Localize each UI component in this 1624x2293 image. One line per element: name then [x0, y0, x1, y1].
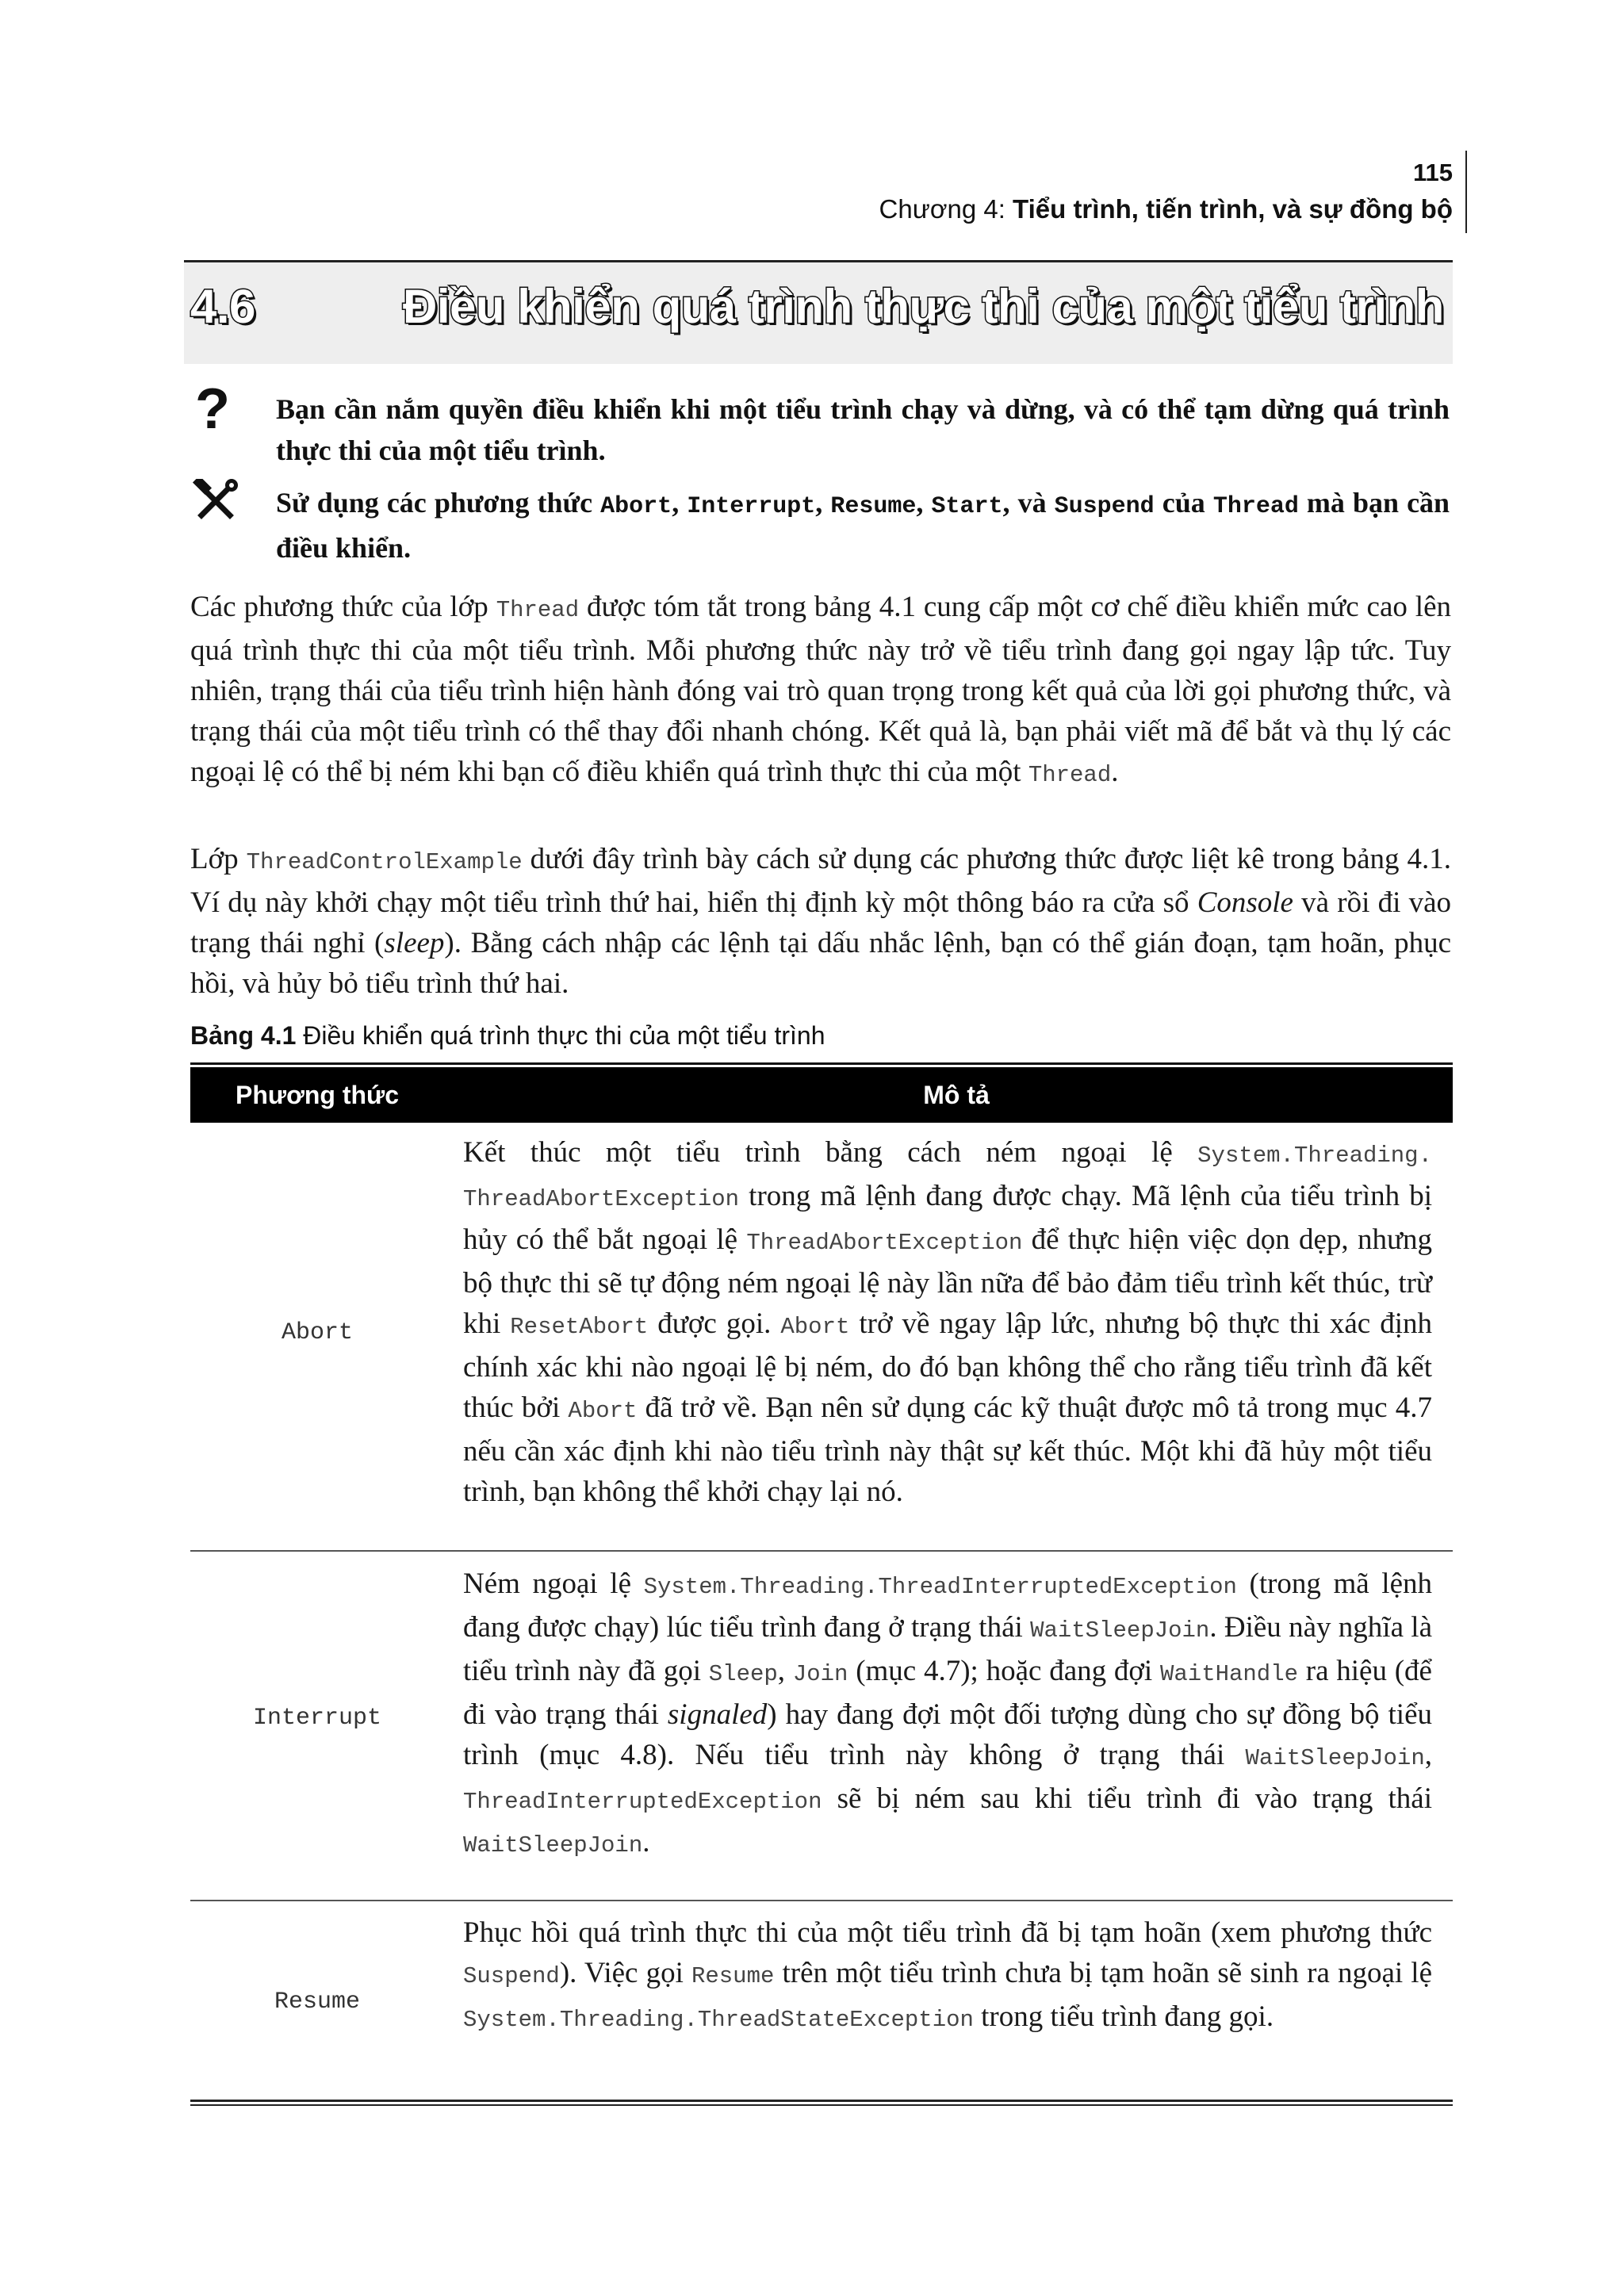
text: được tóm tắt trong bảng 4.1 cung cấp một cơ chế điều khiển mức cao lên quá trình thực thi của một tiểu trình. Mỗi phương thức này trở về tiểu trình đang gọi ngay lập tức. Tuy nhiên, trạng thái của tiểu trình hiện hành đóng vai trò quan trọng trong kết quả của lời gọi phương thức, và trạng thái của một tiểu trình có thể thay đổi nhanh chóng. Kết quả là, bạn phải viết mã để bắt và thụ lý các ngoại lệ có thể bị ném khi bạn cố điều khiển quá trình thực thi của một — [190, 591, 1451, 788]
inline-code: Sleep — [708, 1661, 778, 1687]
text: trong tiểu trình đang gọi. — [973, 2000, 1274, 2033]
table-caption — [190, 1020, 825, 1051]
table-bottom-rule — [190, 2104, 1453, 2106]
text: để thực hiện việc dọn dẹp, nhưng bộ thực thi sẽ tự động ném ngoại lệ này lần nữa để bảo đảm tiểu trình kết thúc, trừ khi — [463, 1223, 1433, 1340]
text: Lớp — [190, 843, 247, 875]
table-header — [190, 1067, 1453, 1123]
table-bottom-rule — [190, 2100, 1453, 2102]
code-interrupt: Interrupt — [687, 493, 816, 520]
chapter-title: Tiểu trình, tiến trình, và sự đồng bộ — [1013, 194, 1453, 224]
text: Các phương thức của lớp — [190, 591, 496, 623]
text: , — [1424, 1739, 1432, 1771]
text: (mục 4.7); hoặc đang đợi — [848, 1655, 1160, 1687]
code-resume: Resume — [830, 493, 917, 520]
caption-label: Bảng 4.1 — [190, 1021, 297, 1050]
text: (trong mã lệnh đang được chạy) lúc tiểu trình đang ở trạng thái — [463, 1568, 1433, 1644]
inline-code: ThreadControlExample — [246, 849, 523, 875]
method-name: Abort — [281, 1319, 353, 1346]
method-name: Interrupt — [252, 1705, 382, 1732]
table-row — [190, 1552, 1453, 1900]
inline-code: ResetAbort — [510, 1314, 649, 1340]
text: trong mã lệnh đang được chạy. Mã lệnh của tiểu trình bị hủy có thể bắt ngoại lệ — [463, 1180, 1432, 1256]
text: sẽ bị ném sau khi tiểu trình đi vào trạng thái — [822, 1782, 1432, 1815]
code-start: Start — [931, 493, 1003, 520]
text: đã trở về. Bạn nên sử dụng các kỹ thuật được mô tả trong mục 4.7 nếu cần xác định khi nào tiểu trình này thật sự kết thúc. Một khi đã hủy một tiểu trình, bạn không thể khởi chạy lại nó. — [463, 1391, 1432, 1508]
text: ) hay đang đợi một đối tượng dùng cho sự đồng bộ tiểu trình (mục 4.8). Nếu tiểu trình này không ở trạng thái — [463, 1698, 1432, 1771]
chapter-prefix: Chương 4: — [879, 194, 1013, 224]
header-description: Mô tả — [923, 1081, 990, 1109]
row-divider — [190, 1550, 1453, 1552]
inline-code: WaitSleepJoin — [1030, 1617, 1210, 1644]
code-thread: Thread — [1212, 493, 1299, 520]
chapter-line — [879, 190, 1453, 228]
inline-code: ThreadAbortException — [746, 1230, 1023, 1256]
text: . Điều này nghĩa là tiểu trình này đã gọi — [463, 1611, 1432, 1687]
text: ). Việc gọi — [559, 1957, 691, 1989]
problem-statement: Bạn cần nắm quyền điều khiển khi một tiểu trình chạy và dừng, và có thể tạm dừng quá trình thực thi của một tiểu trình. — [276, 393, 1450, 466]
header-method: Phương thức — [236, 1081, 399, 1109]
italic-term: signaled — [667, 1698, 768, 1731]
method-description — [463, 1912, 1432, 2040]
question-mark-icon: ? — [195, 377, 230, 441]
text: Phục hồi quá trình thực thi của một tiểu trình đã bị tạm hoãn (xem phương thức — [463, 1916, 1432, 1949]
inline-code: WaitSleepJoin — [463, 1832, 643, 1859]
table-row — [190, 1901, 1453, 2100]
code-suspend: Suspend — [1054, 493, 1155, 520]
solution-lead: Sử dụng các phương thức — [276, 487, 601, 519]
text: trên một tiểu trình chưa bị tạm hoãn sẽ sinh ra ngoại lệ — [774, 1957, 1432, 1989]
inline-code: Abort — [568, 1398, 638, 1424]
text: , — [777, 1655, 793, 1687]
solution-and: , và — [1002, 487, 1055, 519]
text: ). Bằng cách nhập các lệnh tại dấu nhắc lệnh, bạn có thể gián đoạn, tạm hoãn, phục hồi, và hủy bỏ tiểu trình thứ hai. — [190, 927, 1452, 1000]
text: Kết thúc một tiểu trình bằng cách ném ngoại lệ — [463, 1136, 1198, 1169]
inline-code: Thread — [1028, 762, 1112, 788]
solution-statement — [276, 482, 1450, 568]
inline-code: System.Threading. ThreadAbortException — [463, 1143, 1432, 1212]
italic-term: sleep — [384, 927, 445, 959]
text: Ném ngoại lệ — [463, 1568, 644, 1600]
italic-term: Console — [1197, 886, 1293, 919]
inline-code: Suspend — [463, 1963, 560, 1989]
text: . — [1111, 756, 1119, 788]
solution-sep: , — [815, 487, 831, 519]
inline-code: System.Threading.ThreadStateException — [463, 2007, 974, 2033]
inline-code: WaitSleepJoin — [1245, 1745, 1425, 1771]
text: ra hiệu (để đi vào trạng thái — [463, 1655, 1432, 1731]
running-header — [879, 155, 1453, 228]
solution-sep: , — [916, 487, 932, 519]
inline-code: System.Threading.ThreadInterruptedException — [643, 1574, 1237, 1600]
inline-code: Abort — [780, 1314, 850, 1340]
code-abort: Abort — [600, 493, 672, 520]
header-rule — [1465, 151, 1467, 233]
section-title: Điều khiển quá trình thực thi của một tiểu trình — [403, 280, 1444, 333]
text: . — [642, 1826, 650, 1859]
page-number: 115 — [1412, 159, 1453, 186]
solution-of: của — [1154, 487, 1213, 519]
text: trở về ngay lập lức, nhưng bộ thực thi xác định chính xác khi nào ngoại lệ bị ném, do đó bạn không thể cho rằng tiểu trình đã kết thúc bởi — [463, 1307, 1432, 1424]
paragraph-1 — [190, 587, 1451, 795]
paragraph-2 — [190, 839, 1451, 1004]
solution-tail: mà bạn cần điều khiển. — [276, 487, 1450, 564]
inline-code: Join — [792, 1661, 848, 1687]
caption-text: Điều khiển quá trình thực thi của một tiểu trình — [296, 1021, 825, 1050]
solution-sep: , — [672, 487, 688, 519]
text: và rồi đi vào trạng thái nghỉ ( — [190, 886, 1451, 959]
section-number: 4.6 — [190, 280, 255, 333]
tools-icon — [190, 479, 241, 523]
inline-code: ThreadInterruptedException — [463, 1789, 822, 1815]
table-row — [190, 1126, 1453, 1551]
method-description — [463, 1132, 1432, 1512]
inline-code: Thread — [496, 597, 580, 623]
inline-code: Resume — [691, 1963, 775, 1989]
method-description — [463, 1564, 1432, 1866]
method-name: Resume — [274, 1989, 361, 2015]
table-top-rule — [190, 1062, 1453, 1065]
inline-code: WaitHandle — [1159, 1661, 1299, 1687]
text: dưới đây trình bày cách sử dụng các phương thức được liệt kê trong bảng 4.1. Ví dụ này khởi chạy một tiểu trình thứ hai, hiển thị định kỳ một thông báo ra cửa sổ — [190, 843, 1451, 919]
text: được gọi. — [648, 1307, 781, 1340]
